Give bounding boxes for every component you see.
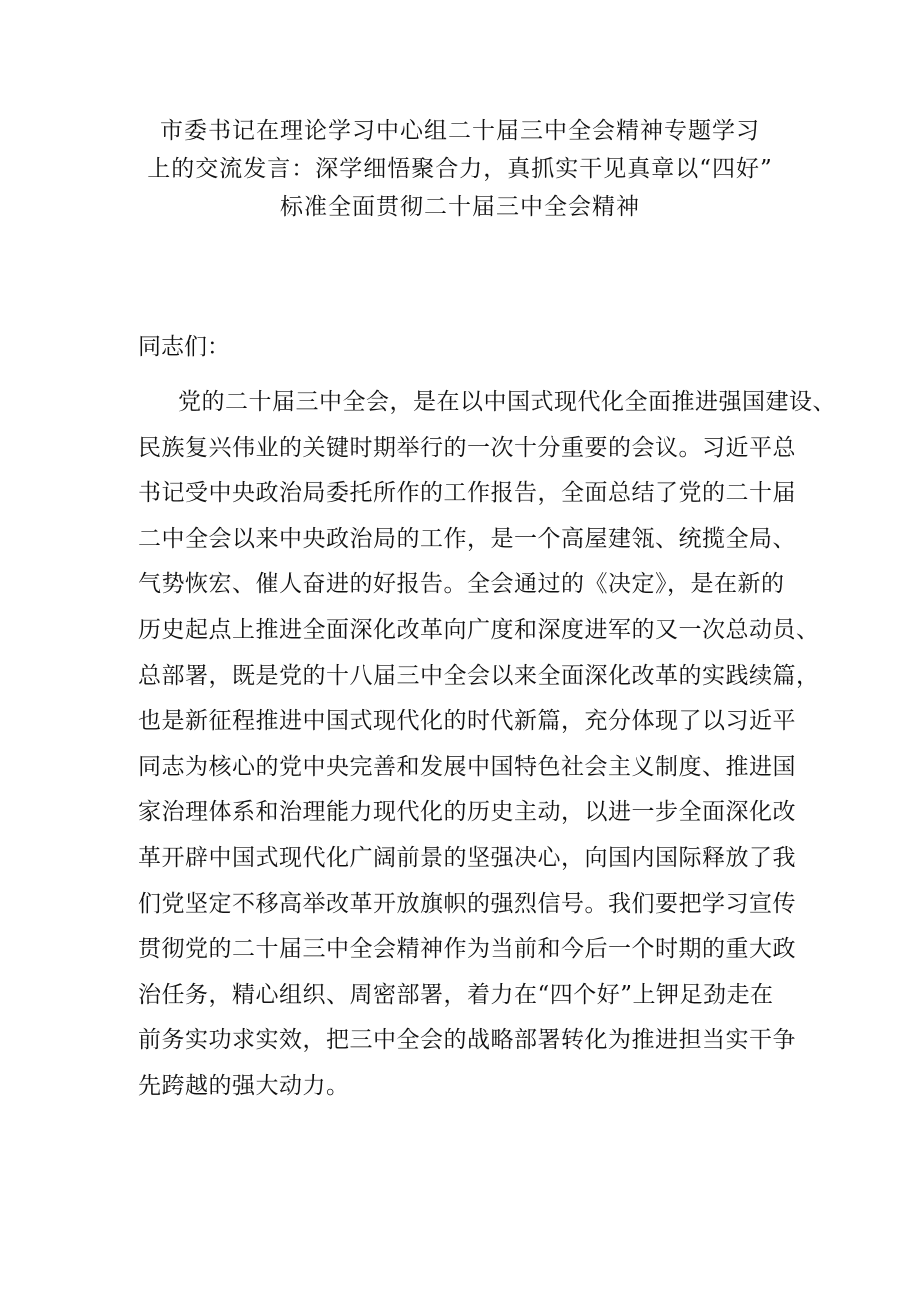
salutation: 同志们： xyxy=(138,334,230,360)
body-line-12: 们党坚定不移高举改革开放旗帜的强烈信号。我们要把学习宣传 xyxy=(138,890,796,917)
body-line-13: 贯彻党的二十届三中全会精神作为当前和今后一个时期的重大政 xyxy=(138,936,796,963)
body-line-6: 历史起点上推进全面深化改革向广度和深度进军的又一次总动员、 xyxy=(138,616,820,643)
title-line-1: 市委书记在理论学习中心组二十届三中全会精神专题学习 xyxy=(160,118,760,144)
title-line-2: 上的交流发言：深学细悟聚合力，真抓实干见真章以“四好” xyxy=(147,156,773,182)
body-paragraph xyxy=(138,380,836,1110)
document-title xyxy=(120,112,800,226)
body-line-1: 党的二十届三中全会，是在以中国式现代化全面推进强国建设、 xyxy=(178,389,836,415)
body-line-7: 总部署，既是党的十八届三中全会以来全面深化改革的实践续篇， xyxy=(138,662,820,689)
body-line-4: 二中全会以来中央政治局的工作，是一个高屋建瓴、统揽全局、 xyxy=(138,525,796,552)
body-line-14: 治任务，精心组织、周密部署，着力在“四个好”上钾足劲走在 xyxy=(138,981,774,1008)
title-line-3: 标准全面贯彻二十届三中全会精神 xyxy=(280,194,640,220)
body-line-11: 革开辟中国式现代化广阔前景的坚强决心，向国内国际释放了我 xyxy=(138,844,796,871)
body-line-10: 家治理体系和治理能力现代化的历史主动，以进一步全面深化改 xyxy=(138,799,796,826)
body-line-3: 书记受中央政治局委托所作的工作报告，全面总结了党的二十届 xyxy=(138,480,796,507)
body-line-2: 民族复兴伟业的关键时期举行的一次十分重要的会议。习近平总 xyxy=(138,434,796,461)
body-line-15: 前务实功求实效，把三中全会的战略部署转化为推进担当实干争 xyxy=(138,1027,796,1054)
body-line-5: 气势恢宏、催人奋进的好报告。全会通过的《决定》，是在新的 xyxy=(138,571,785,598)
body-line-16: 先跨越的强大动力。 xyxy=(138,1072,350,1099)
body-line-9: 同志为核心的党中央完善和发展中国特色社会主义制度、推进国 xyxy=(138,753,796,780)
body-line-8: 也是新征程推进中国式现代化的时代新篇，充分体现了以习近平 xyxy=(138,708,796,735)
